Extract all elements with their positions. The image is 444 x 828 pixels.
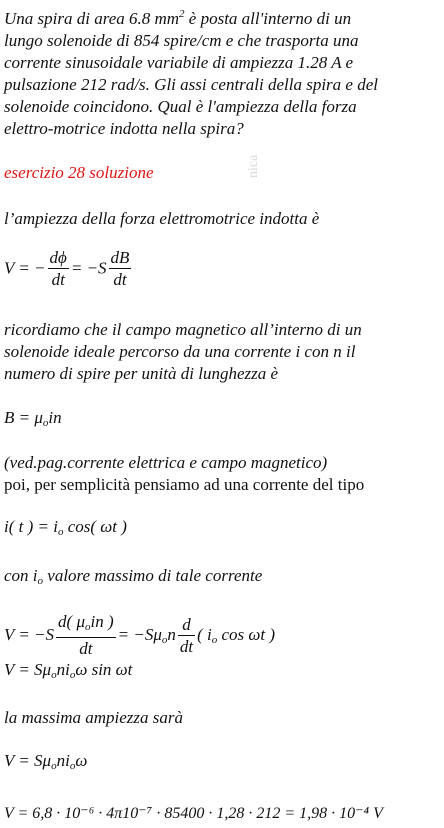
equation-numeric-result: V = 6,8 · 10⁻⁶ · 4π10⁻⁷ · 85400 · 1,28 · 212 = 1,98 · 10⁻⁴ V [4,805,383,822]
text-line: poi, per semplicità pensiamo ad una corrente del tipo [4,475,365,494]
text-max-current: con $i_o$ valore massimo di tale corrente [4,566,263,587]
equation-derivative: V = −S $\frac{d( \mu_oin )}{dt}$ = $-S\mu_on$ $\frac{d}{dt}$ ( $i_o$ cos ωt ) [4,612,276,658]
problem-line: solenoide coincidono. Qual è l'ampiezza della forza [4,97,357,116]
equation-emf-sin: $V = S\mu_oni_o\omega$ sin ωt [4,660,133,681]
problem-line: corrente sinusoidale variabile di ampiezza 1.28 A e [4,53,354,72]
text-current-type [4,452,438,496]
text-part: con i [4,566,38,585]
equation-field: $B = \mu_oin$ [4,408,62,429]
problem-line: Una spira di area 6.8 mm [4,9,180,28]
equation-emf: V = − $\frac{d\phi}{dt}$ = −S $\frac{dB}{dt}$ [4,248,130,289]
text-emf-intro: l’ampiezza della forza elettromotrice indotta è [4,209,320,228]
text-line: (ved.pag.corrente elettrica e campo magnetico) [4,453,328,472]
equation-current: i( t ) = $i_o$ cos( ωt ) [4,517,127,538]
text-part: valore massimo di tale corrente [43,566,263,585]
equation-max-emf: $V = S\mu_oni_o\omega$ [4,751,88,772]
text-line: solenoide ideale percorso da una corrente i con n il [4,342,356,361]
text-solenoid-field [4,319,438,385]
text-line: ricordiamo che il campo magnetico all’interno di un [4,320,362,339]
text-max-amplitude: la massima ampiezza sarà [4,708,183,727]
problem-line: lungo solenoide di 854 spire/cm e che trasporta una [4,31,359,50]
problem-line: pulsazione 212 rad/s. Gli assi centrali della spira e del [4,75,378,94]
problem-line: è posta all'interno di un [184,9,352,28]
problem-statement: Una spira di area 6.8 $mm^2$ è posta all'interno di un lungo solenoide di 854 spire/cm e che trasporta una corrente sinusoidale variabile di ampiezza 1.28 A e pulsazione 212 rad/s. Gli assi centrali della spira e del solenoide coincidono. Qual è l'ampiezza della forza elettro-motrice indotta nella spira? [4,3,438,140]
solution-link[interactable]: esercizio 28 soluzione [4,163,154,182]
text-line: numero di spire per unità di lunghezza è [4,364,279,383]
problem-line: elettro-motrice indotta nella spira? [4,119,244,138]
watermark: nica [246,154,261,178]
